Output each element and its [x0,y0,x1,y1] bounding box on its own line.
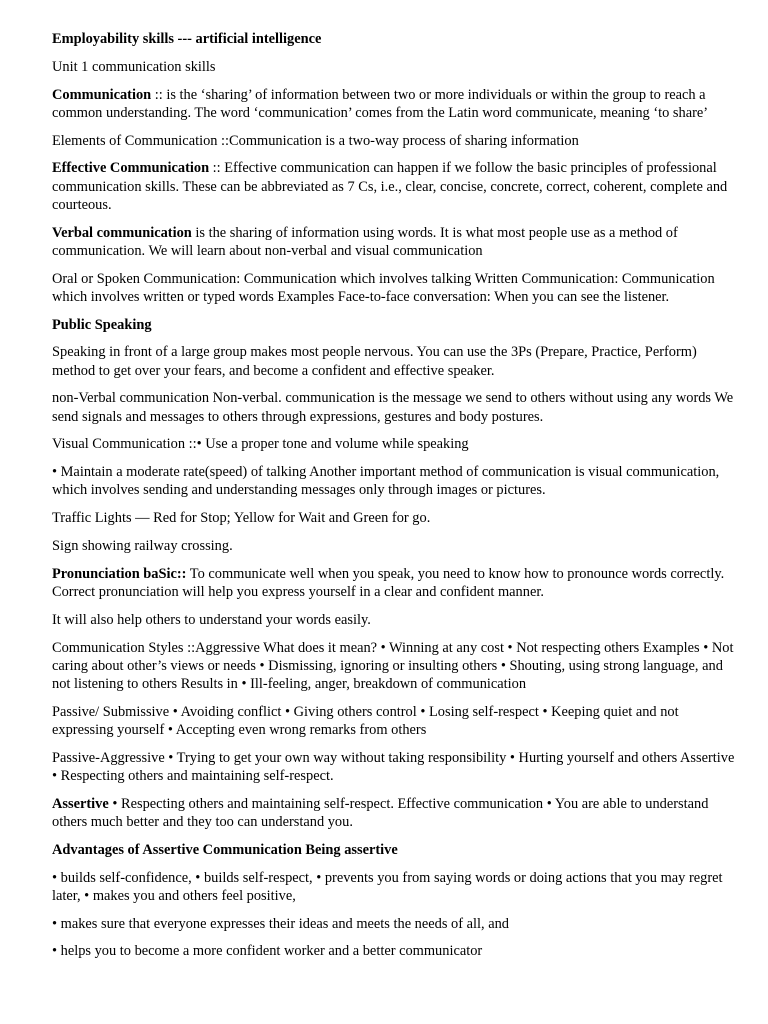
traffic-paragraph: Traffic Lights — Red for Stop; Yellow for Wait and Green for go. [52,510,431,527]
advantages-heading: Advantages of Assertive Communication Being assertive [52,841,398,858]
verbal-paragraph [52,224,736,260]
communication-term: Communication [52,86,152,103]
railway-paragraph: Sign showing railway crossing. [52,537,233,554]
passive-paragraph: Passive/ Submissive • Avoiding conflict • Giving others control • Losing self-respect • Keeping quiet and not expressing yourself • Accepting even wrong remarks from others [52,703,679,738]
oral-paragraph: Oral or Spoken Communication: Communication which involves talking Written Communication: Communication which involves written or typed words Examples Face-to-face conversation: When you can see the listener. [52,270,715,305]
pronunciation-term: Pronunciation baSic:: [52,565,187,582]
styles-paragraph: Communication Styles ::Aggressive What does it mean? • Winning at any cost • Not respecting others Examples • Not caring about other’s views or needs • Dismissing, ignoring or insulting others • Shouting, using strong language, and not listening to others Results in • Ill-feeling, anger, breakdown of communication [52,639,734,692]
nonverbal-paragraph: non-Verbal communication Non-verbal. communication is the message we send to others without using any words We send signals and messages to others through expressions, gestures and body postures. [52,390,734,425]
verbal-term: Verbal communication [52,224,192,241]
unit-heading: Unit 1 communication skills [52,58,216,75]
pronunciation-paragraph [52,565,736,601]
document-page [52,30,736,970]
communication-paragraph [52,86,736,122]
elements-paragraph: Elements of Communication ::Communication is a two-way process of sharing information [52,132,579,149]
maintain-paragraph: • Maintain a moderate rate(speed) of talking Another important method of communication is visual communication, which involves sending and understanding messages only through images or pictures. [52,464,720,499]
assertive-term: Assertive [52,795,109,812]
pronunciation-text: To communicate well when you speak, you need to know how to pronounce words correctly. Correct pronunciation will help you express yourself in a clear and confident manner. [52,565,725,600]
public-speaking-paragraph: Speaking in front of a large group makes most people nervous. You can use the 3Ps (Prepare, Practice, Perform) method to get over your fears, and become a confident and effective speaker. [52,344,697,379]
assertive-paragraph [52,795,736,831]
advantages-item: • helps you to become a more confident worker and a better communicator [52,943,483,960]
communication-text: :: is the ‘sharing’ of information between two or more individuals or within the group to reach a common understanding. The word ‘communication’ comes from the Latin word communicate, meaning ‘to share’ [52,86,709,121]
passive-aggressive-paragraph: Passive-Aggressive • Trying to get your own way without taking responsibility • Hurting yourself and others Assertive • Respecting others and maintaining self-respect. [52,749,735,784]
effective-text: :: Effective communication can happen if we follow the basic principles of professional communication skills. These can be abbreviated as 7 Cs, i.e., clear, concise, concrete, correct, coherent, complete and courteous. [52,160,728,213]
visual-paragraph: Visual Communication ::• Use a proper tone and volume while speaking [52,436,469,453]
public-speaking-heading: Public Speaking [52,316,152,333]
verbal-text: is the sharing of information using words. It is what most people use as a method of communication. We will learn about non-verbal and visual communication [52,224,678,259]
also-help-paragraph: It will also help others to understand your words easily. [52,611,371,628]
advantages-item: • builds self-confidence, • builds self-respect, • prevents you from saying words or doing actions that you may regret later, • makes you and others feel positive, [52,869,723,904]
effective-term: Effective Communication [52,160,210,177]
effective-paragraph [52,159,736,214]
document-title: Employability skills --- artificial intelligence [52,31,322,47]
advantages-item: • makes sure that everyone expresses their ideas and meets the needs of all, and [52,915,509,932]
assertive-text: • Respecting others and maintaining self-respect. Effective communication • You are able to understand others much better and they too can understand you. [52,795,709,830]
